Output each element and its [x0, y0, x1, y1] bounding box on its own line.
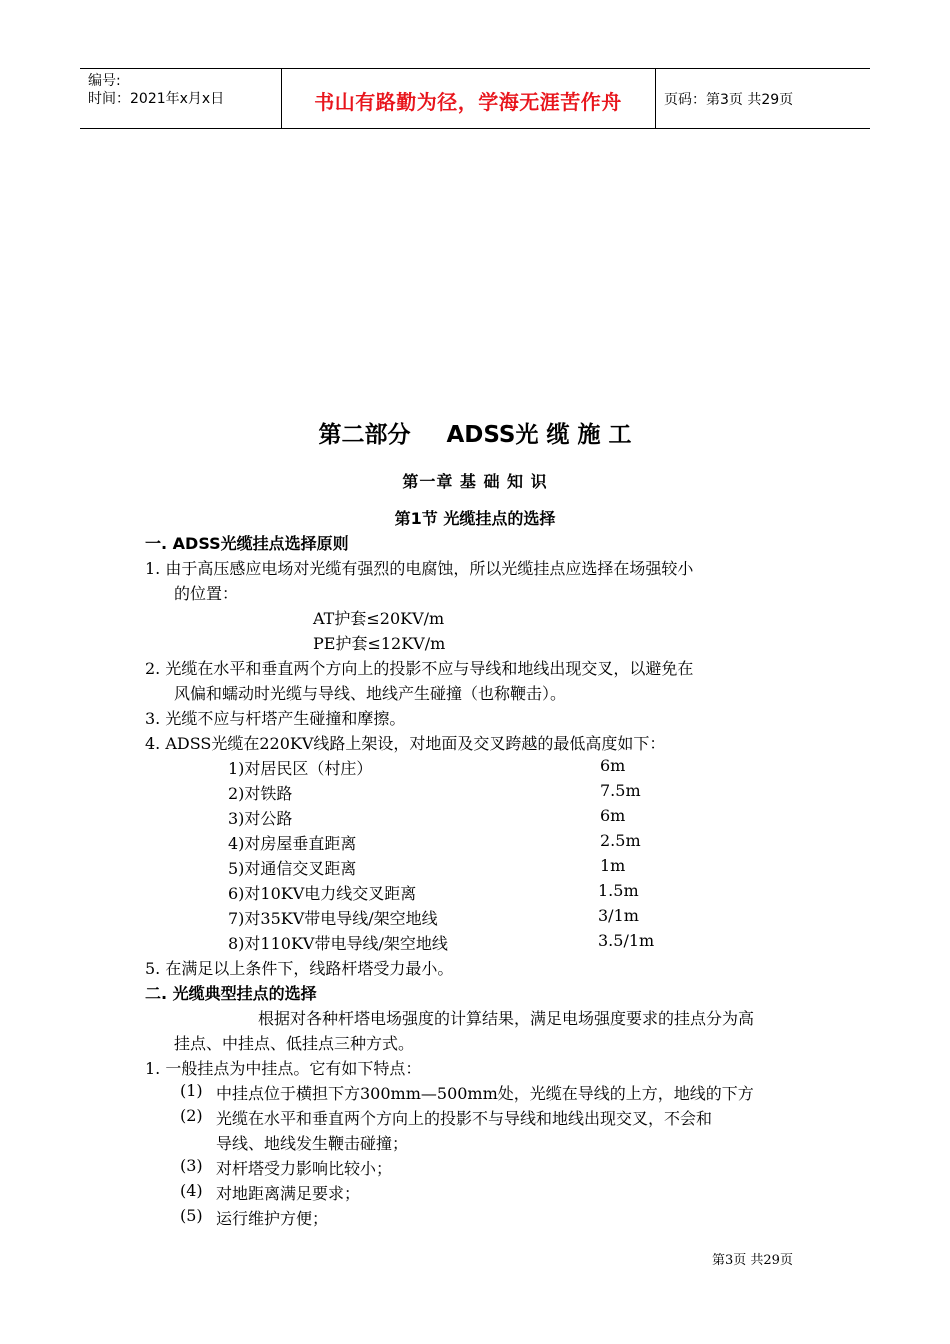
point-1: 1. 一般挂点为中挂点。它有如下特点： — [145, 1059, 422, 1078]
height-item-label: 7)对35KV带电导线/架空地线 — [228, 909, 438, 928]
part-title — [0, 416, 950, 449]
list-item-text: 运行维护方便； — [216, 1209, 329, 1228]
part-title-number: 第二部分 — [318, 422, 411, 448]
para-1-line-2: 的位置： — [174, 584, 239, 603]
header-divider-2 — [655, 68, 656, 129]
height-item-value: 7.5m — [600, 781, 641, 800]
list-item-number: (2) — [180, 1106, 203, 1125]
para-3: 3. 光缆不应与杆塔产生碰撞和摩擦。 — [145, 709, 406, 728]
list-item-text: 中挂点位于横担下方300mm—500mm处，光缆在导线的上方，地线的下方 — [216, 1084, 754, 1103]
header-page-info: 页码：第3页 共29页 — [664, 92, 794, 108]
height-item-value: 6m — [600, 756, 626, 775]
para-5: 5. 在满足以上条件下，线路杆塔受力最小。 — [145, 959, 454, 978]
para-1-line-1: 1. 由于高压感应电场对光缆有强烈的电腐蚀，所以光缆挂点应选择在场强较小 — [145, 559, 694, 578]
intro-line-1: 根据对各种杆塔电场强度的计算结果，满足电场强度要求的挂点分为高 — [258, 1009, 755, 1028]
height-item-label: 6)对10KV电力线交叉距离 — [228, 884, 417, 903]
list-item-number: (5) — [180, 1206, 203, 1225]
list-item-number: (4) — [180, 1181, 203, 1200]
para-2-line-1: 2. 光缆在水平和垂直两个方向上的投影不应与导线和地线出现交叉，以避免在 — [145, 659, 694, 678]
list-item-text: 对杆塔受力影响比较小； — [216, 1159, 393, 1178]
list-item-text: 光缆在水平和垂直两个方向上的投影不与导线和地线出现交叉，不会和 — [216, 1109, 713, 1128]
footer-page-number: 第3页 共29页 — [712, 1253, 793, 1268]
height-item-value: 6m — [600, 806, 626, 825]
header-motto: 书山有路勤为径，学海无涯苦作舟 — [314, 90, 622, 114]
list-item-number: (1) — [180, 1081, 203, 1100]
list-item-text: 导线、地线发生鞭击碰撞； — [216, 1134, 409, 1153]
intro-line-2: 挂点、中挂点、低挂点三种方式。 — [174, 1034, 415, 1053]
part-title-name: ADSS光 缆 施 工 — [446, 422, 632, 448]
header-code-label: 编号: — [88, 73, 121, 89]
height-item-value: 2.5m — [600, 831, 641, 850]
at-sheath: AT护套≤20KV/m — [313, 609, 445, 628]
height-item-value: 1m — [600, 856, 626, 875]
height-item-label: 2)对铁路 — [228, 784, 293, 803]
para-2-line-2: 风偏和蠕动时光缆与导线、地线产生碰撞（也称鞭击）。 — [174, 684, 567, 703]
height-item-label: 8)对110KV带电导线/架空地线 — [228, 934, 448, 953]
heading-2: 二. 光缆典型挂点的选择 — [145, 984, 317, 1003]
para-4: 4. ADSS光缆在220KV线路上架设，对地面及交叉跨越的最低高度如下： — [145, 734, 666, 753]
header-top-rule — [80, 68, 870, 69]
heading-1: 一. ADSS光缆挂点选择原则 — [145, 534, 349, 553]
list-item-text: 对地距离满足要求； — [216, 1184, 361, 1203]
height-item-value: 3/1m — [598, 906, 639, 925]
height-item-label: 3)对公路 — [228, 809, 293, 828]
height-item-label: 1)对居民区（村庄） — [228, 759, 373, 778]
list-item-number: (3) — [180, 1156, 203, 1175]
header-time: 时间：2021年x月x日 — [88, 91, 225, 107]
height-item-label: 4)对房屋垂直距离 — [228, 834, 357, 853]
chapter-title: 第一章 基 础 知 识 — [402, 472, 548, 491]
height-item-value: 1.5m — [598, 881, 639, 900]
height-item-value: 3.5/1m — [598, 931, 655, 950]
pe-sheath: PE护套≤12KV/m — [313, 634, 446, 653]
header-bottom-rule — [80, 128, 870, 129]
section-title: 第1节 光缆挂点的选择 — [394, 509, 556, 528]
height-item-label: 5)对通信交叉距离 — [228, 859, 357, 878]
